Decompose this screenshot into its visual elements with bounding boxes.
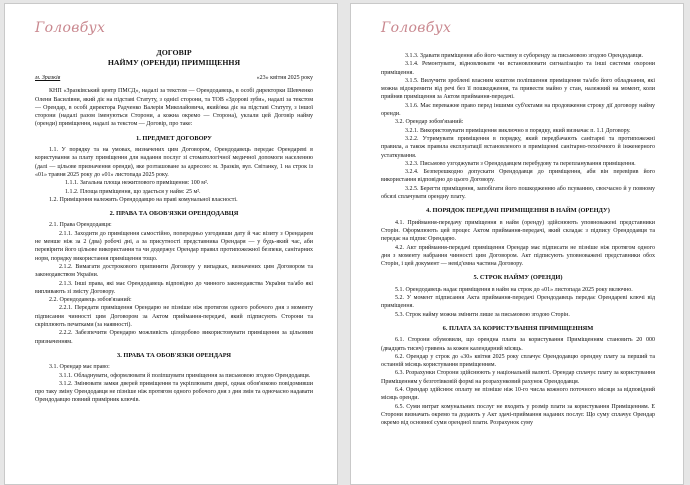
clause-4-2: 4.2. Акт приймання-передачі приміщення Орендар має підписати не пізніше ніж протягом одного дня з моменту набрання чинності цим Договором. Акт підписують уповноважені представники обох Сторін, і цей документ — невід'ємна частина Договору. [381, 244, 655, 268]
clause-3-2-5: 3.2.5. Берегти приміщення, запобігати його пошкодженню або псуванню, своєчасно й у повному обсязі сплачувати орендну плату. [381, 185, 655, 201]
clause-3-2: 3.2. Орендар зобов'язаний: [395, 119, 464, 126]
section-3-heading: 3. ПРАВА ТА ОБОВ'ЯЗКИ ОРЕНДАРЯ [117, 351, 231, 359]
section-2-heading: 2. ПРАВА ТА ОБОВ'ЯЗКИ ОРЕНДОДАВЦЯ [109, 210, 239, 218]
dateline [35, 74, 313, 82]
clause-5-1: 5.1. Орендодавець надає приміщення в найм на строк до «01» листопада 2025 року включно. [395, 286, 633, 293]
clause-2-1-3: 2.1.3. Інші права, які має Орендодавець відповідно до чинного законодавства України та/або які випливають зі змісту Договору. [35, 280, 313, 295]
clause-1-1: 1.1. У порядку та на умовах, визначених цим Договором, Орендодавець передає Орендареві в користування за плату приміщення для надання послуг зі стоматологічної медичної допомоги населенню (далі — цільове призначення оренди), яке розташоване за адресою: м. Зразків, вул. Світанку, 1 на строк із «01» травня 2025 року до «01» листопада 2025 року. [35, 147, 313, 178]
clause-3-2-4: 3.2.4. Безперешкодно допускати Орендодавця до приміщення, аби він перевірив його використання відповідно до цього Договору. [381, 169, 655, 184]
title-line-1: ДОГОВІР [156, 48, 192, 57]
clause-2-1-2: 2.1.2. Вимагати дострокового припинити Договору у випадках, визначених цим Договором та законодавством України. [35, 263, 313, 279]
clause-5-3: 5.3. Строк найму можна змінити лише за письмовою згодою Сторін. [395, 311, 570, 318]
section-5-heading: 5. СТРОК НАЙМУ (ОРЕНДИ) [473, 274, 563, 282]
document-title [35, 48, 313, 68]
clause-2-1: 2.1. Права Орендодавця: [49, 222, 112, 229]
logo: Головбух [35, 20, 106, 36]
document-page-1 [4, 3, 338, 485]
section-4-heading: 4. ПОРЯДОК ПЕРЕДАЧІ ПРИМІЩЕННЯ В НАЙМ (ОРЕНДУ) [426, 207, 610, 215]
clause-5-2: 5.2. У момент підписання Акта приймання-передачі Орендодавець передає Орендареві ключі від приміщення. [381, 295, 655, 310]
clause-6-5: 6.5. Суми витрат комунальних послуг не входять у розмір плати за користування Приміщенням. Е Сторони визначать окремо та додають у Акт здачі-приймання наданих послуг. Що суму сплачує Орендар окремо від основної суми орендної плати. Розрахунок суму [381, 403, 655, 427]
clause-3-2-1: 3.2.1. Використовувати приміщення виключно в порядку, який визначає п. 1.1 Договору. [405, 127, 631, 134]
clause-2-2-2: 2.2.2. Забезпечити Орендарю можливість цілодобово використовувати приміщення за цільовим призначенням. [35, 330, 313, 345]
clause-1-2: 1.2. Приміщення належить Орендодавцю на праві комунальної власності. [49, 196, 238, 203]
clause-1-1-2: 1.1.2. Площа приміщення, що здається у найм: 25 м². [65, 188, 201, 195]
clause-4-1: 4.1. Приймання-передачу приміщення в найм (оренду) здійснюють уповноважені представники Сторін. Оформлюють цей процес Актом приймання-передачі, який складає з підпису Орендодавця та передає на підпис Орендарю. [381, 219, 655, 243]
clause-3-1-4: 3.1.4. Ремонтувати, відновлювати чи встановлювати сигналізацію та інші системи охорони приміщення. [381, 61, 655, 76]
clause-6-4: 6.4. Орендар здійснює оплату не пізніше ніж 10-го числа кожного поточного місяця за відповідний місяць оренди. [381, 386, 655, 402]
page-1-content [35, 48, 313, 405]
clause-3-1-1: 3.1.1. Обладнувати, оформлювати й поліпшувати приміщення за письмовою згодою Орендодавця. [59, 372, 311, 379]
clause-6-2: 6.2. Орендар у строк до «30» квітня 2025 року сплачує Орендодавцю орендну плату за перший та останній місяць користування приміщенням. [381, 353, 655, 369]
clause-3-2-3: 3.2.3. Письмово узгоджувати з Орендодавцем перебудову та перепланування приміщення. [405, 160, 636, 167]
page-2-content [381, 52, 655, 427]
clause-1-1-1: 1.1.1. Загальна площа нежитлового приміщення: 100 м². [65, 180, 209, 187]
document-page-2 [350, 3, 684, 485]
clause-3-1: 3.1. Орендар має право: [49, 364, 110, 371]
preamble: КНП «Зразківський центр ПМСД», надалі за текстом — Орендодавець, в особі директорки Шевченко Олени Василівни, який діє на підставі Статуту, з однієї сторони, та ТОВ «Здорові зуби», надалі за текстом — Орендар, в особі директора Радченко Валерія Миколайовича, який/яка діє на підставі Статуту, з іншої сторони (надалі разом іменуються Сторони, а кожна окремо — Сторона), уклали цей Договір найму (оренди) приміщення, надалі за текстом — Договір, про таке: [35, 88, 313, 128]
logo: Головбух [381, 20, 452, 36]
clause-3-1-3: 3.1.3. Здавати приміщення або його частину в суборенду за письмовою згодою Орендодавця. [405, 53, 644, 59]
clause-6-3: 6.3. Розрахунки Сторони здійснюють у національній валюті. Орендар сплачує плату за користування Приміщенням у безготівковій формі на розрахунковий рахунок Орендодавця. [381, 370, 655, 385]
clause-3-1-6: 3.1.6. Має переважне право перед іншими суб'єктами на продовження строку дії договору найму оренди. [381, 102, 655, 118]
clause-2-2-1: 2.2.1. Передати приміщення Орендарю не пізніше ніж протягом одного робочого дня з моменту підписання чинності цим Договором за Актом приймання-передачі, який підписують Сторони та скріплюють печатками (за наявності). [35, 305, 313, 329]
clause-3-2-2: 3.2.2. Утримувати приміщення в порядку, який передбачають санітарні та протипожежні правила, а також правила експлуатації встановленого в приміщенні санітарно-технічного й інженерного устаткування. [381, 135, 655, 159]
section-1-heading: 1. ПРЕДМЕТ ДОГОВОРУ [136, 134, 212, 142]
title-line-2: НАЙМУ (ОРЕНДИ) ПРИМІЩЕННЯ [107, 58, 241, 67]
section-6-heading: 6. ПЛАТА ЗА КОРИСТУВАННЯ ПРИМІЩЕННЯМ [442, 324, 594, 332]
contract-date: «23» квітня 2025 року [256, 75, 313, 81]
clause-2-2: 2.2. Орендодавець зобов'язаний: [49, 297, 132, 304]
clause-3-1-5: 3.1.5. Вилучити зроблені власним коштом поліпшення приміщення та/або його обладнання, які можна відокремити від речі без її пошкодження, та привести майно у стан, належний на момент, коли прийняв приміщення за Актом приймання-передачі. [381, 77, 655, 101]
clause-2-1-1: 2.1.1. Заходити до приміщення самостійно, попередньо узгодивши дату й час візиту з Орендарем не менше ніж за 2 (два) робочі дні, а за присутності представника Орендаря — у будь-який час, аби перевірити його цільове використання та чи додержує Орендар правил протипожежної безпеки, санітарних норм, порядку використання приміщення тощо. [35, 230, 313, 262]
clause-6-1: 6.1. Сторони обумовили, що орендна плата за користування Приміщенням становить 20 000 (двадцять тисяч) гривень за кожен календарний місяць. [381, 337, 655, 352]
city: м. Зразків [35, 75, 61, 81]
clause-3-1-2: 3.1.2. Змінювати замки дверей приміщення та укріплювати двері, однак обов'язково повідомивши про таку зміну Орендодавця не пізніше ніж протягом одного робочого дня з дня змін та одночасно надавати Орендодавцю повний примірник ключів. [35, 380, 313, 404]
